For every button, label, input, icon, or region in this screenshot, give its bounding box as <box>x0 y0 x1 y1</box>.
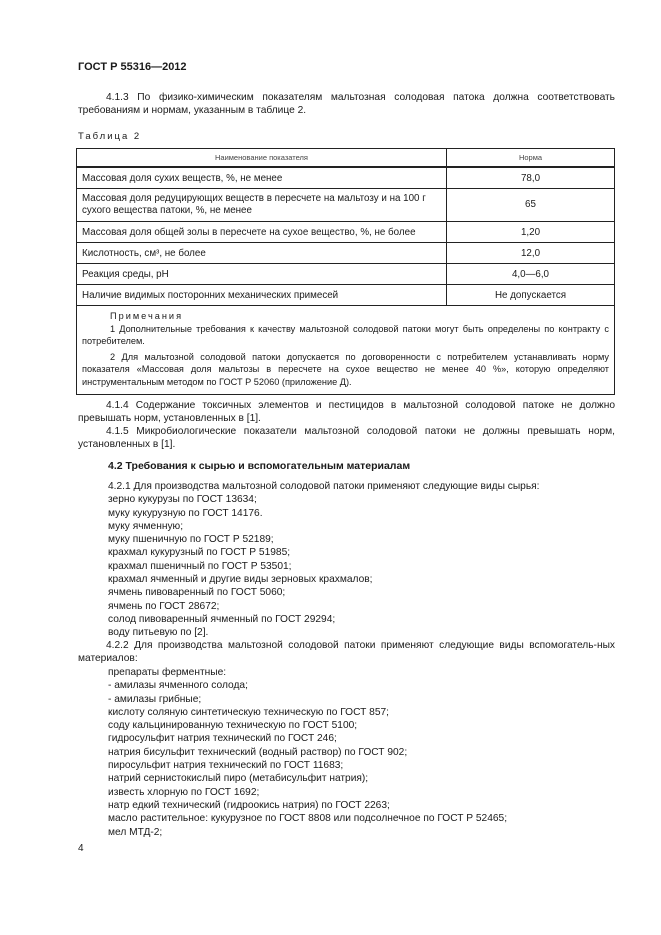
paragraph-4-1-3: 4.1.3 По физико-химическим показателям мальтозная солодовая патока должна соответствовать требованиям и нормам, указанным в таблице 2. <box>78 92 615 117</box>
section-heading-4-2: 4.2 Требования к сырью и вспомогательным материалам <box>108 460 411 472</box>
indicator-name: Массовая доля редуцирующих веществ в пересчете на мальтозу и на 100 г сухого вещества патоки, %, не менее <box>77 189 447 222</box>
indicator-name: Массовая доля общей золы в пересчете на сухое вещество, %, не более <box>77 222 447 243</box>
list-item: натр едкий технический (гидроокись натрия) по ГОСТ 2263; <box>108 799 390 811</box>
aux-materials-list <box>108 666 507 839</box>
list-item: пиросульфит натрия технический по ГОСТ 11683; <box>108 760 344 772</box>
table-row <box>77 167 615 189</box>
note-item: 2 Для мальтозной солодовой патоки допускается по договоренности с потребителем устанавливать норму показателя «Массовая доля мальтозы в пересчете на сухое вещество не менее 40 %», которую определяют инструментальным методом по ГОСТ Р 52060 (приложение Д). <box>82 351 609 387</box>
list-item: - амилазы ячменного солода; <box>108 680 248 692</box>
table-row <box>77 285 615 306</box>
list-item: - амилазы грибные; <box>108 693 202 705</box>
column-header-indicator: Наименование показателя <box>77 149 447 168</box>
table-row <box>77 189 615 222</box>
list-item: ячмень по ГОСТ 28672; <box>108 600 220 612</box>
norm-value: 1,20 <box>447 222 615 243</box>
list-item: ячмень пивоваренный по ГОСТ 5060; <box>108 587 286 599</box>
table-row <box>77 222 615 243</box>
table-caption: Таблица 2 <box>78 131 142 142</box>
table-notes-row <box>77 306 615 395</box>
list-item: натрия бисульфит технический (водный раствор) по ГОСТ 902; <box>108 746 408 758</box>
document-code-header: ГОСТ Р 55316—2012 <box>78 61 187 73</box>
list-item: кислоту соляную синтетическую техническую по ГОСТ 857; <box>108 706 389 718</box>
table-row <box>77 243 615 264</box>
list-item: крахмал кукурузный по ГОСТ Р 51985; <box>108 547 291 559</box>
norm-value: 4,0—6,0 <box>447 264 615 285</box>
column-header-norm: Норма <box>447 149 615 168</box>
list-item: масло растительное: кукурузное по ГОСТ 8808 или подсолнечное по ГОСТ Р 52465; <box>108 813 508 825</box>
list-item: натрий сернистокислый пиро (метабисульфит натрия); <box>108 773 369 785</box>
page-number: 4 <box>78 843 84 854</box>
list-item: мел МТД-2; <box>108 826 163 838</box>
table-row <box>77 264 615 285</box>
list-item: воду питьевую по [2]. <box>108 627 209 639</box>
raw-materials-list <box>108 480 540 640</box>
list-item: известь хлорную по ГОСТ 1692; <box>108 786 260 798</box>
paragraph-4-1-5: 4.1.5 Микробиологические показатели мальтозной солодовой патоки не должны превышать норм, установленных в [1]. <box>78 426 615 451</box>
list-item: муку ячменную; <box>108 520 184 532</box>
paragraph-4-2-1: 4.2.1 Для производства мальтозной солодовой патоки применяют следующие виды сырья: <box>108 481 540 492</box>
list-item: препараты ферментные: <box>108 667 227 678</box>
list-item: муку кукурузную по ГОСТ 14176. <box>108 507 263 519</box>
note-item: 1 Дополнительные требования к качеству мальтозной солодовой патоки могут быть определены по контракту с потребителем. <box>82 323 609 346</box>
norm-value: 78,0 <box>447 167 615 189</box>
table-header-row <box>77 149 615 168</box>
norm-value: Не допускается <box>447 285 615 306</box>
list-item: крахмал ячменный и другие виды зерновых крахмалов; <box>108 574 373 586</box>
list-item: солод пивоваренный ячменный по ГОСТ 29294; <box>108 613 336 625</box>
table-notes <box>77 306 615 395</box>
list-item: крахмал пшеничный по ГОСТ Р 53501; <box>108 560 292 572</box>
list-item: зерно кукурузы по ГОСТ 13634; <box>108 494 257 506</box>
indicator-name: Наличие видимых посторонних механических примесей <box>77 285 447 306</box>
notes-title: Примечания <box>110 311 184 321</box>
indicator-name: Кислотность, см³, не более <box>77 243 447 264</box>
list-item: гидросульфит натрия технический по ГОСТ 246; <box>108 733 337 745</box>
indicator-name: Массовая доля сухих веществ, %, не менее <box>77 167 447 189</box>
requirements-table <box>76 148 615 395</box>
list-item: муку пшеничную по ГОСТ Р 52189; <box>108 534 274 546</box>
list-item: соду кальцинированную техническую по ГОСТ 5100; <box>108 720 358 732</box>
norm-value: 65 <box>447 189 615 222</box>
indicator-name: Реакция среды, pH <box>77 264 447 285</box>
paragraph-4-1-4: 4.1.4 Содержание токсичных элементов и пестицидов в мальтозной солодовой патоке не должно превышать норм, установленных в [1]. <box>78 400 615 425</box>
paragraph-4-2-2: 4.2.2 Для производства мальтозной солодовой патоки применяют следующие виды вспомогатель-ных материалов: <box>78 640 615 665</box>
norm-value: 12,0 <box>447 243 615 264</box>
